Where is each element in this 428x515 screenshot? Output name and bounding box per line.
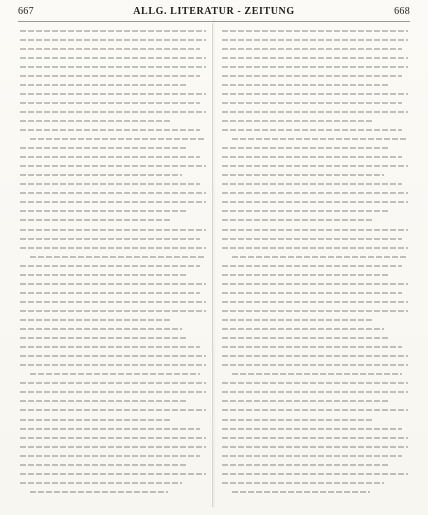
left-column-line	[20, 370, 206, 379]
page-crease	[213, 16, 215, 508]
right-column-line	[222, 216, 408, 225]
right-column-line	[222, 252, 408, 261]
right-column	[222, 26, 408, 507]
left-column-line	[20, 234, 206, 243]
right-column-line	[222, 126, 408, 135]
page-number-right: 668	[394, 6, 410, 17]
right-column-line	[222, 153, 408, 162]
left-column-line	[20, 53, 206, 62]
right-column-line	[222, 316, 408, 325]
right-column-line	[222, 261, 408, 270]
right-column-line	[222, 306, 408, 315]
right-column-line	[222, 44, 408, 53]
right-column-line	[222, 388, 408, 397]
journal-title: ALLG. LITERATUR - ZEITUNG	[133, 6, 295, 17]
left-column-line	[20, 144, 206, 153]
right-column-line	[222, 198, 408, 207]
left-column-line	[20, 361, 206, 370]
left-column-line	[20, 334, 206, 343]
left-column-line	[20, 343, 206, 352]
left-column-line	[20, 451, 206, 460]
right-column-line	[222, 297, 408, 306]
left-column-line	[20, 135, 206, 144]
left-column-line	[20, 116, 206, 125]
right-column-line	[222, 397, 408, 406]
right-column-line	[222, 487, 408, 496]
right-column-line	[222, 207, 408, 216]
left-column-line	[20, 442, 206, 451]
right-column-line	[222, 243, 408, 252]
left-column-line	[20, 171, 206, 180]
right-column-line	[222, 325, 408, 334]
left-column-line	[20, 406, 206, 415]
left-column-line	[20, 433, 206, 442]
right-column-line	[222, 234, 408, 243]
right-column-line	[222, 424, 408, 433]
left-column-line	[20, 198, 206, 207]
right-column-line	[222, 433, 408, 442]
left-column-line	[20, 415, 206, 424]
left-column-line	[20, 460, 206, 469]
left-column-line	[20, 288, 206, 297]
right-column-line	[222, 80, 408, 89]
left-column-line	[20, 424, 206, 433]
left-column-line	[20, 153, 206, 162]
left-column-line	[20, 261, 206, 270]
left-column-line	[20, 252, 206, 261]
left-column-line	[20, 306, 206, 315]
left-column-line	[20, 62, 206, 71]
right-column-line	[222, 98, 408, 107]
left-column-line	[20, 487, 206, 496]
left-column-line	[20, 243, 206, 252]
left-column-line	[20, 316, 206, 325]
left-column-line	[20, 325, 206, 334]
right-column-line	[222, 180, 408, 189]
right-column-line	[222, 171, 408, 180]
right-column-line	[222, 415, 408, 424]
left-column-line	[20, 189, 206, 198]
right-column-line	[222, 478, 408, 487]
left-column-line	[20, 225, 206, 234]
left-column-line	[20, 352, 206, 361]
left-column-line	[20, 35, 206, 44]
right-column-line	[222, 116, 408, 125]
right-column-line	[222, 35, 408, 44]
left-column-line	[20, 388, 206, 397]
right-column-line	[222, 361, 408, 370]
left-column-line	[20, 89, 206, 98]
right-column-line	[222, 451, 408, 460]
left-column-line	[20, 270, 206, 279]
right-column-line	[222, 406, 408, 415]
left-column-line	[20, 80, 206, 89]
right-column-line	[222, 370, 408, 379]
right-column-line	[222, 189, 408, 198]
right-column-line	[222, 71, 408, 80]
right-column-line	[222, 144, 408, 153]
right-column-line	[222, 460, 408, 469]
left-column-line	[20, 26, 206, 35]
right-column-line	[222, 352, 408, 361]
right-column-line	[222, 279, 408, 288]
left-column-line	[20, 107, 206, 116]
left-column-line	[20, 297, 206, 306]
left-column-line	[20, 397, 206, 406]
left-column-line	[20, 379, 206, 388]
left-column-line	[20, 98, 206, 107]
left-column-line	[20, 469, 206, 478]
left-column-line	[20, 162, 206, 171]
right-column-line	[222, 270, 408, 279]
left-column-line	[20, 44, 206, 53]
right-column-line	[222, 26, 408, 35]
page-number-left: 667	[18, 6, 34, 17]
right-column-line	[222, 62, 408, 71]
right-column-line	[222, 288, 408, 297]
right-column-line	[222, 135, 408, 144]
left-column	[20, 26, 206, 507]
left-column-line	[20, 71, 206, 80]
right-column-line	[222, 162, 408, 171]
left-column-line	[20, 216, 206, 225]
right-column-line	[222, 442, 408, 451]
right-column-line	[222, 89, 408, 98]
left-column-line	[20, 207, 206, 216]
left-column-line	[20, 126, 206, 135]
right-column-line	[222, 334, 408, 343]
right-column-line	[222, 107, 408, 116]
left-column-line	[20, 180, 206, 189]
right-column-line	[222, 379, 408, 388]
right-column-line	[222, 343, 408, 352]
right-column-line	[222, 53, 408, 62]
column-divider	[212, 23, 213, 507]
right-column-line	[222, 469, 408, 478]
left-column-line	[20, 478, 206, 487]
left-column-line	[20, 279, 206, 288]
right-column-line	[222, 225, 408, 234]
